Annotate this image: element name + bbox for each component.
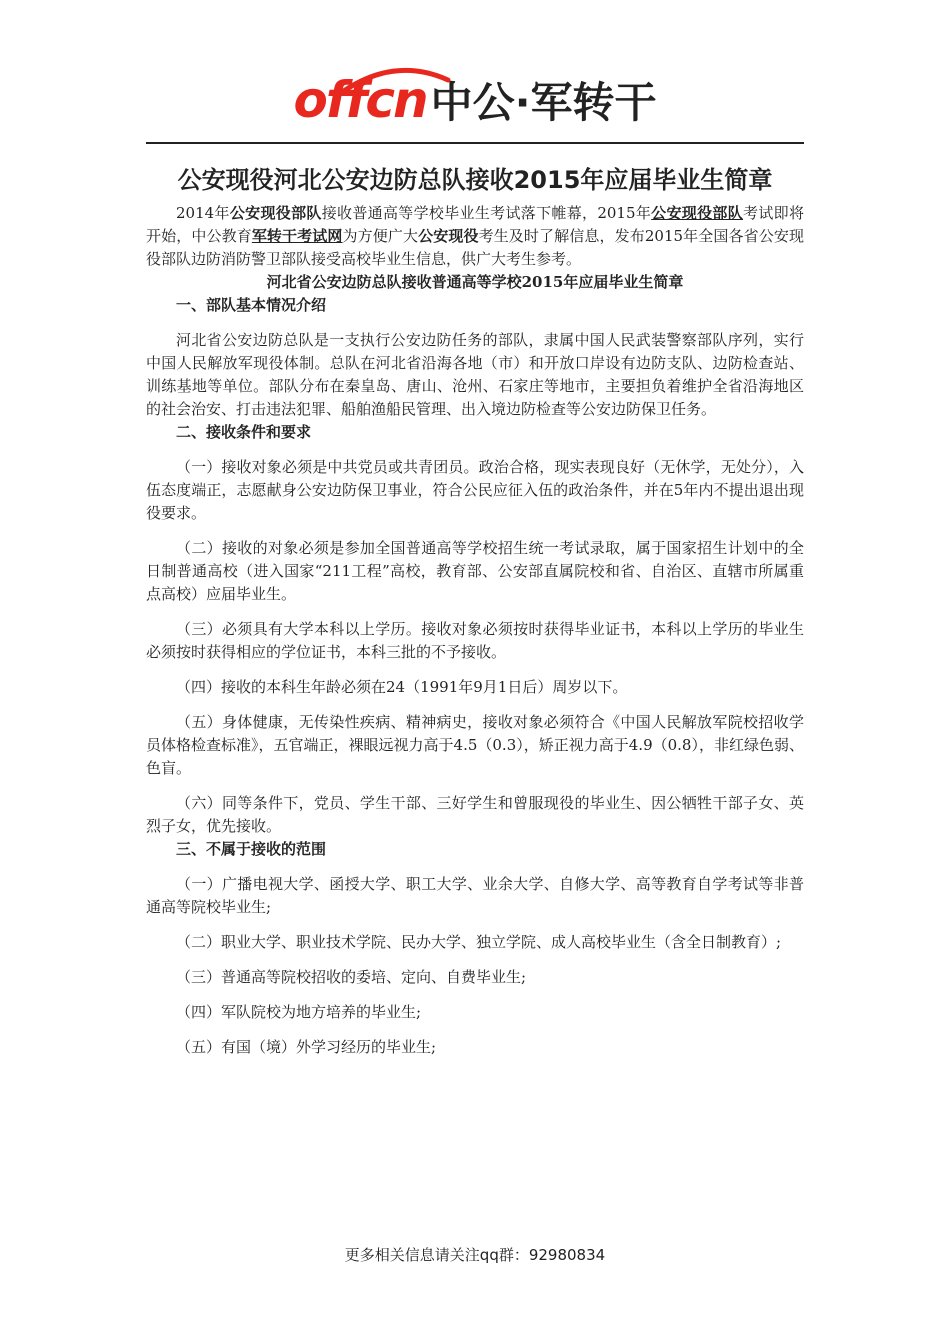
paragraph: （二）职业大学、职业技术学院、民办大学、独立学院、成人高校毕业生（含全日制教育）; — [176, 933, 782, 951]
page-footer: 更多相关信息请关注qq群：92980834 — [344, 1246, 606, 1264]
logo-mark — [293, 70, 656, 130]
intro-text: 2014年 — [176, 204, 230, 222]
paragraph: （一）广播电视大学、函授大学、职工大学、业余大学、自修大学、高等教育自学考试等非普通高等院校毕业生; — [146, 875, 804, 916]
paragraph: （四）接收的本科生年龄必须在24（1991年9月1日后）周岁以下。 — [176, 678, 628, 696]
keyword-link[interactable]: 公安现役部队 — [651, 204, 744, 222]
paragraph: （四）军队院校为地方培养的毕业生; — [176, 1003, 422, 1021]
paragraph: （六）同等条件下，党员、学生干部、三好学生和曾服现役的毕业生、因公牺牲干部子女、英烈子女，优先接收。 — [146, 794, 804, 835]
logo-arc-icon — [333, 60, 453, 100]
paragraph: （三）普通高等院校招收的委培、定向、自费毕业生; — [176, 968, 527, 986]
logo-cn-text: 中公·军转干 — [430, 78, 657, 127]
paragraph: （五）身体健康，无传染性疾病、精神病史，接收对象必须符合《中国人民解放军院校招收学员体格检查标准》，五官端正，裸眼远视力高于4.5（0.3），矫正视力高于4.9（0.8），非红绿色弱、色盲。 — [146, 713, 804, 777]
paragraph: （一）接收对象必须是中共党员或共青团员。政治合格，现实表现良好（无休学，无处分），入伍态度端正，志愿献身公安边防保卫事业，符合公民应征入伍的政治条件，并在5年内不提出退出现役要求。 — [146, 458, 804, 522]
paragraph: 河北省公安边防总队是一支执行公安边防任务的部队，隶属中国人民武装警察部队序列，实行中国人民解放军现役体制。总队在河北省沿海各地（市）和开放口岸设有边防支队、边防检查站、训练基地等单位。部队分布在秦皇岛、唐山、沧州、石家庄等地市，主要担负着维护全省沿海地区的社会治安、打击违法犯罪、船舶渔船民管理、出入境边防检查等公安边防保卫任务。 — [146, 331, 804, 418]
keyword-link[interactable]: 公安现役 — [418, 227, 479, 245]
offcn-logo — [0, 70, 950, 130]
intro-text: 接收普通高等学校毕业生考试落下帷幕，2015年 — [321, 204, 652, 222]
intro-text: 考试即将开始，中公教育 — [146, 204, 804, 245]
paragraph: （三）必须具有大学本科以上学历。接收对象必须按时获得毕业证书，本科以上学历的毕业生必须按时获得相应的学位证书，本科三批的不予接收。 — [146, 620, 804, 661]
section-heading: 三、不属于接收的范围 — [176, 840, 327, 858]
header-rule — [146, 142, 804, 144]
intro-paragraph — [146, 202, 804, 271]
subtitle: 河北省公安边防总队接收普通高等学校2015年应届毕业生简章 — [266, 273, 684, 291]
paragraph: （五）有国（境）外学习经历的毕业生; — [176, 1038, 437, 1056]
intro-text: 为方便广大 — [342, 227, 419, 245]
intro-text: 考生及时了解信息，发布2015年全国各省公安现役部队边防消防警卫部队接受高校毕业生信息，供广大考生参考。 — [146, 227, 804, 268]
keyword-link[interactable]: 军转干考试网 — [251, 227, 343, 245]
section-heading: 二、接收条件和要求 — [176, 423, 312, 441]
section-heading: 一、部队基本情况介绍 — [176, 296, 327, 314]
page-title: 公安现役河北公安边防总队接收2015年应届毕业生简章 — [177, 166, 773, 194]
logo-offcn-text: offcn — [293, 71, 427, 129]
document-body — [146, 202, 804, 1059]
keyword-link[interactable]: 公安现役部队 — [229, 204, 322, 222]
paragraph: （二）接收的对象必须是参加全国普通高等学校招生统一考试录取，属于国家招生计划中的全日制普通高校（进入国家“211工程”高校，教育部、公安部直属院校和省、自治区、直辖市所属重点高校）应届毕业生。 — [146, 539, 804, 603]
